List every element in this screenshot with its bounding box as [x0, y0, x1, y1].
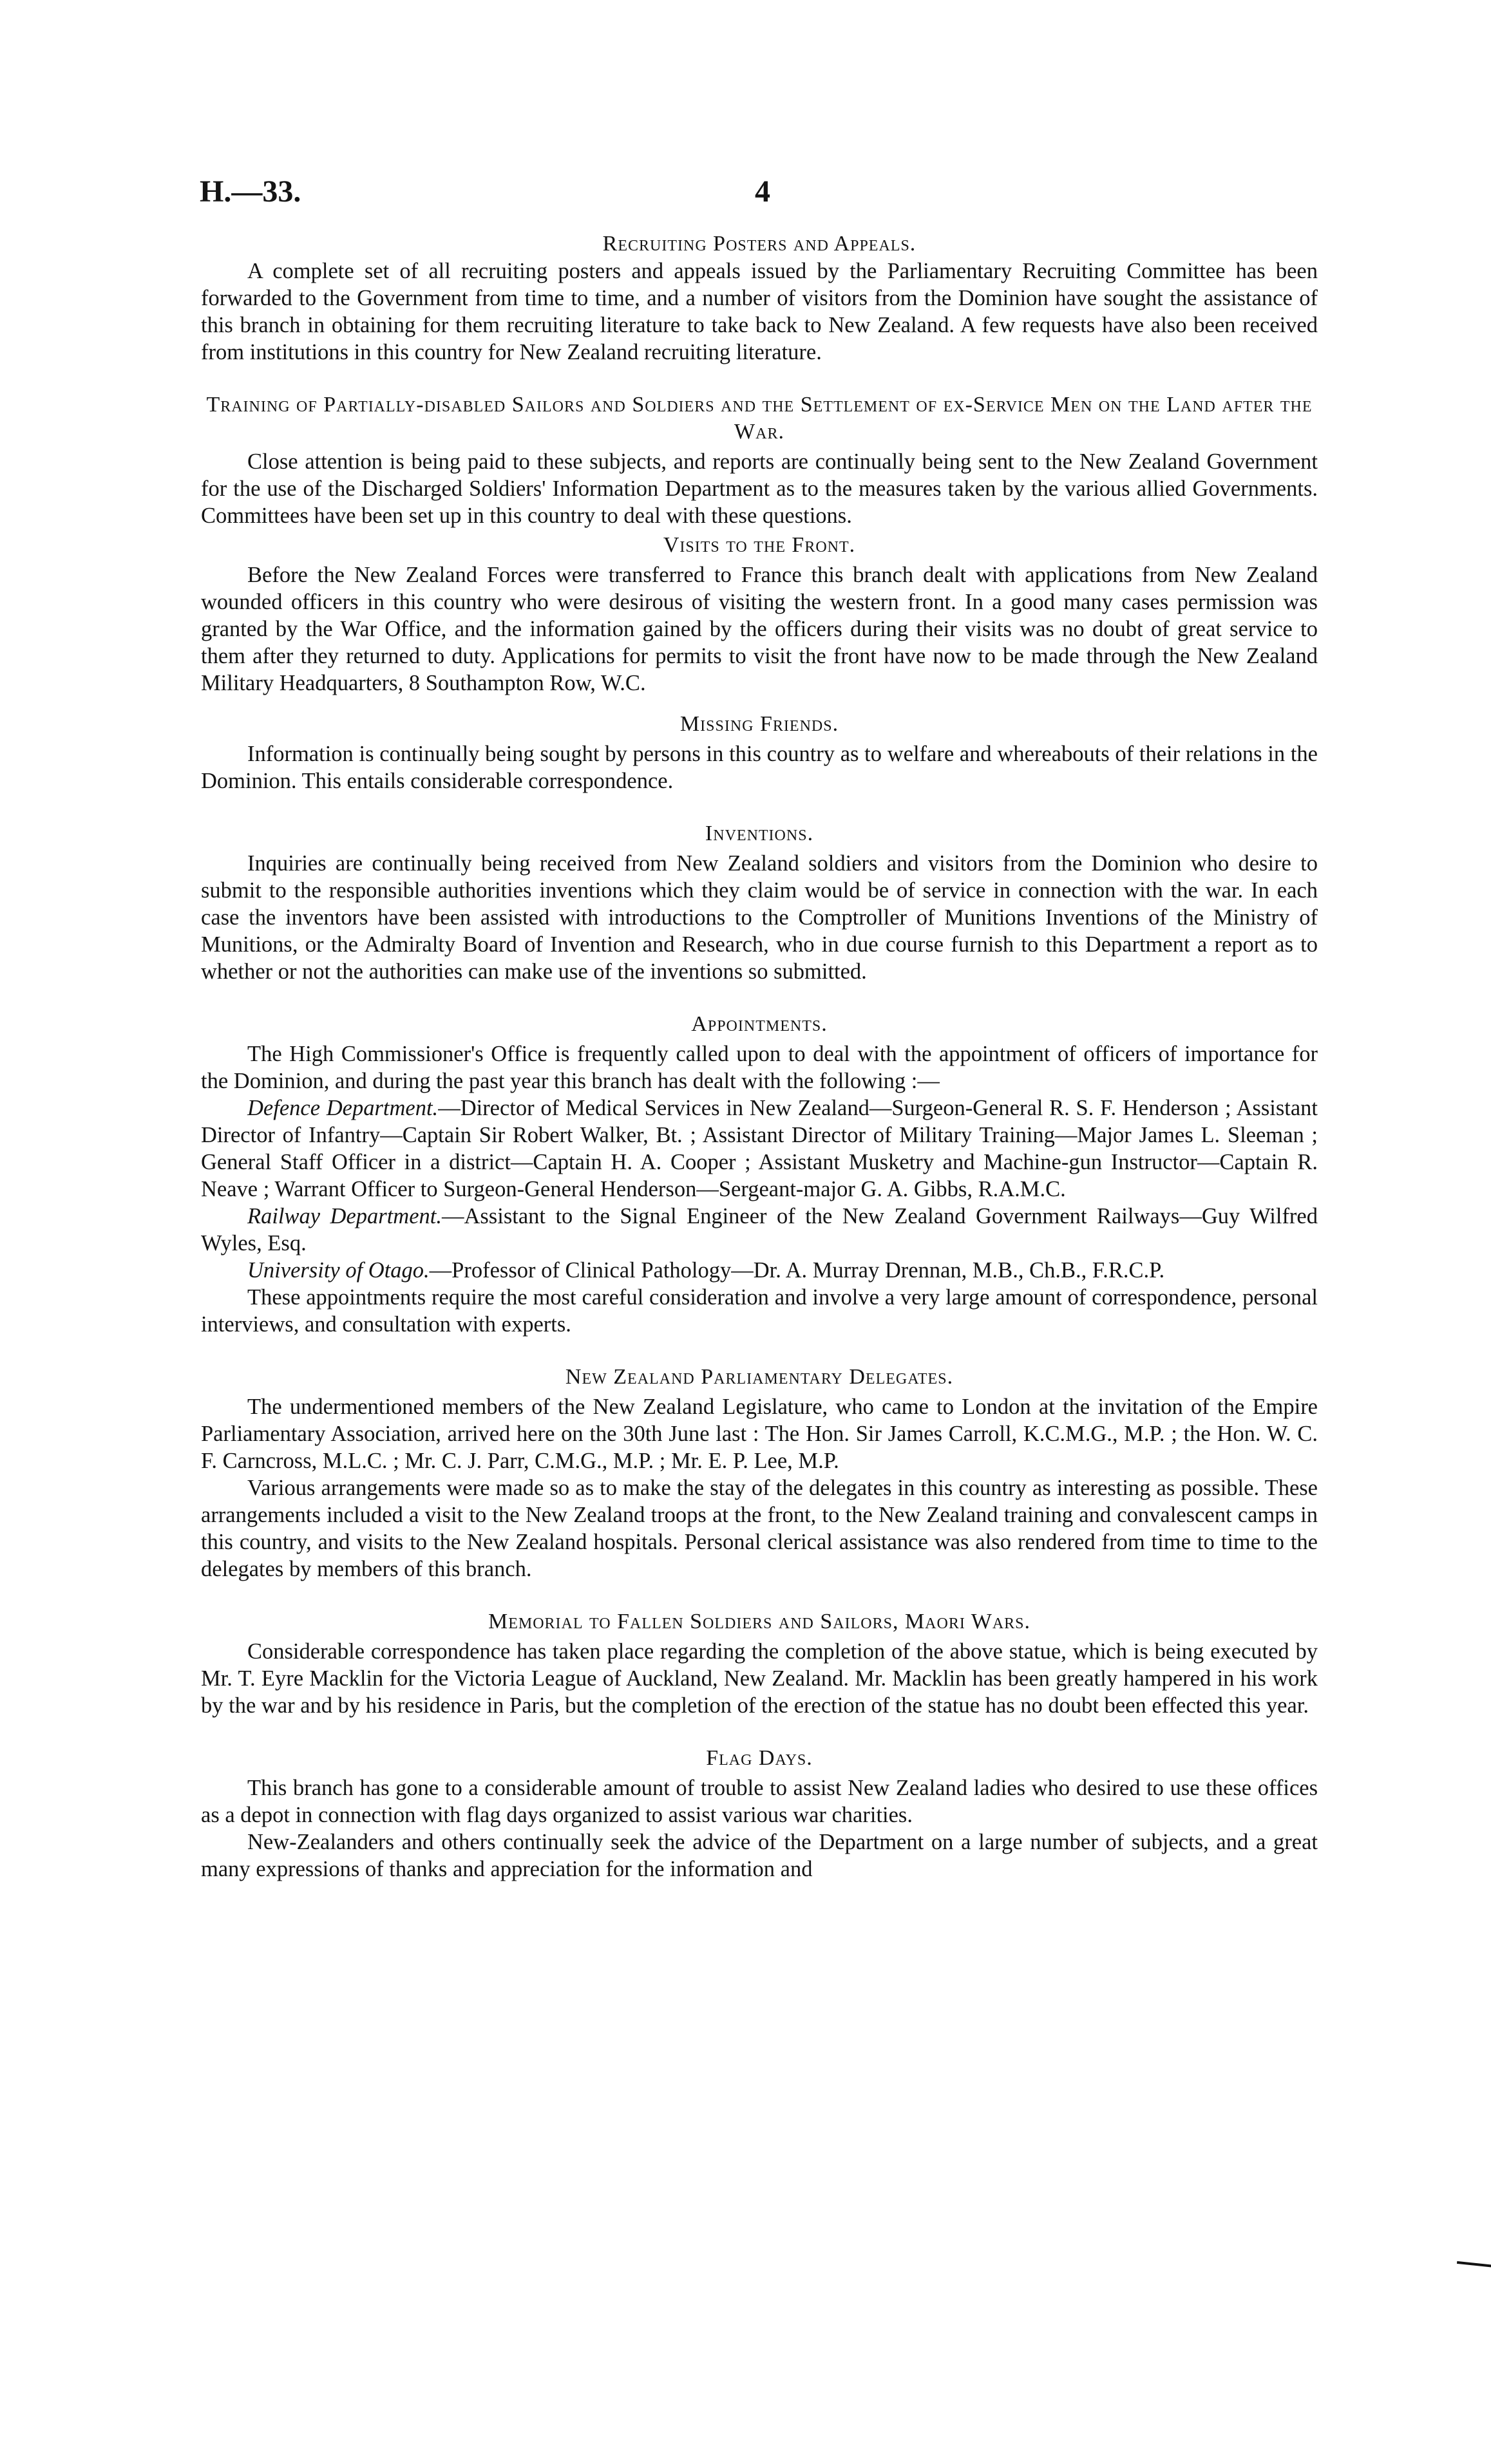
paragraph: Inquiries are continually being received from New Zealand soldiers and visitors from the Dominion who desire to submit to the responsible authorities inventions which they claim would be of service in connection with the war. In each case the inventors have been assisted with introductions to the Comptroller of Munitions Inventions of the Ministry of Munitions, or the Admiralty Board of Invention and Research, who in due course furnish to this Department a report as to whether or not the authorities can make use of the inventions so submitted. — [201, 851, 1318, 984]
paragraph: Various arrangements were made so as to make the stay of the delegates in this country as interesting as possible. These arrangements included a visit to the New Zealand troops at the front, to the New Zealand training and convalescent camps in this country, and visits to the New Zealand hospitals. Personal clerical assistance was also rendered from time to time to the delegates by members of this branch. — [201, 1476, 1318, 1581]
appointment-entry-defence — [201, 1095, 1318, 1203]
department-label: Defence Department. — [247, 1096, 439, 1120]
paragraph: A complete set of all recruiting posters and appeals issued by the Parliamentary Recruiting Committee has been forwarded to the Government from time to time, and a number of visitors from the Dominion have sought the assistance of this branch in obtaining for them recruiting literature to take back to New Zealand. A few requests have also been received from institutions in this country for New Zealand recruiting literature. — [201, 259, 1318, 364]
section-heading-recruiting: Recruiting Posters and Appeals. — [602, 232, 916, 256]
paragraph: New-Zealanders and others continually seek the advice of the Department on a large number of subjects, and a great many expressions of thanks and appreciation for the information and — [201, 1830, 1318, 1881]
page-body — [201, 230, 1318, 1883]
page-number: 4 — [755, 174, 770, 209]
appointment-entry-railway — [201, 1203, 1318, 1257]
paragraph: The High Commissioner's Office is frequently called upon to deal with the appointment of officers of importance for the Dominion, and during the past year this branch has dealt with the following :— — [201, 1042, 1318, 1093]
paragraph: Before the New Zealand Forces were transferred to France this branch dealt with applications from New Zealand wounded officers in this country who were desirous of visiting the western front. In a good many cases permission was granted by the War Office, and the information gained by the officers during their visits was no doubt of great service to them after they returned to duty. Applications for permits to visit the front have now to be made through the New Zealand Military Headquarters, 8 Southampton Row, W.C. — [201, 563, 1318, 695]
appointment-text: —Assistant to the Signal Engineer of the New Zealand Government Railways—Guy Wilfred Wyles, Esq. — [201, 1204, 1318, 1256]
paragraph: This branch has gone to a considerable amount of trouble to assist New Zealand ladies who desired to use these offices as a depot in connection with flag days organized to assist various war charities. — [201, 1776, 1318, 1827]
department-label: University of Otago. — [247, 1258, 430, 1283]
section-heading-visits: Visits to the Front. — [663, 533, 856, 557]
section-heading-flag-days: Flag Days. — [706, 1746, 813, 1770]
department-label: Railway Department. — [247, 1204, 442, 1228]
paragraph: Information is continually being sought by persons in this country as to welfare and whereabouts of their relations in the Dominion. This entails considerable correspondence. — [201, 742, 1318, 793]
margin-pen-mark — [1457, 2261, 1491, 2268]
section-heading-missing: Missing Friends. — [679, 712, 839, 736]
paragraph: Considerable correspondence has taken place regarding the completion of the above statue, which is being executed by Mr. T. Eyre Macklin for the Victoria League of Auckland, New Zealand. Mr. Macklin has been greatly hampered in his work by the war and by his residence in Paris, but the completion of the erection of the statue has no doubt been effected this year. — [201, 1639, 1318, 1718]
section-heading-training: Training of Partially-disabled Sailors and Soldiers and the Settlement of ex-Service Men on the Land after the War. — [206, 393, 1313, 444]
paper-reference: H.—33. — [200, 174, 301, 209]
paragraph: These appointments require the most careful consideration and involve a very large amount of correspondence, personal interviews, and consultation with experts. — [201, 1285, 1318, 1337]
paragraph: Close attention is being paid to these subjects, and reports are continually being sent to the New Zealand Government for the use of the Discharged Soldiers' Information Department as to the measures taken by the various allied Governments. Committees have been set up in this country to deal with these questions. — [201, 449, 1318, 528]
paragraph: The undermentioned members of the New Zealand Legislature, who came to London at the invitation of the Empire Parliamentary Association, arrived here on the 30th June last : The Hon. Sir James Carroll, K.C.M.G., M.P. ; the Hon. W. C. F. Carncross, M.L.C. ; Mr. C. J. Parr, C.M.G., M.P. ; Mr. E. P. Lee, M.P. — [201, 1395, 1318, 1473]
section-heading-memorial: Memorial to Fallen Soldiers and Sailors, Maori Wars. — [488, 1610, 1031, 1633]
section-heading-delegates: New Zealand Parliamentary Delegates. — [565, 1365, 954, 1389]
section-heading-inventions: Inventions. — [705, 822, 814, 845]
section-heading-appointments: Appointments. — [691, 1012, 828, 1036]
appointment-entry-otago — [201, 1257, 1318, 1284]
appointment-text: —Professor of Clinical Pathology—Dr. A. Murray Drennan, M.B., Ch.B., F.R.C.P. — [429, 1258, 1165, 1283]
appointment-text: —Director of Medical Services in New Zealand—Surgeon-General R. S. F. Henderson ; Assistant Director of Infantry—Captain Sir Robert Walker, Bt. ; Assistant Director of Military Training—Major James L. Sleeman ; General Staff Officer in a district—Captain H. A. Cooper ; Assistant Musketry and Machine-gun Instructor—Captain R. Neave ; Warrant Officer to Surgeon-General Henderson—Sergeant-major G. A. Gibbs, R.A.M.C. — [201, 1096, 1318, 1201]
